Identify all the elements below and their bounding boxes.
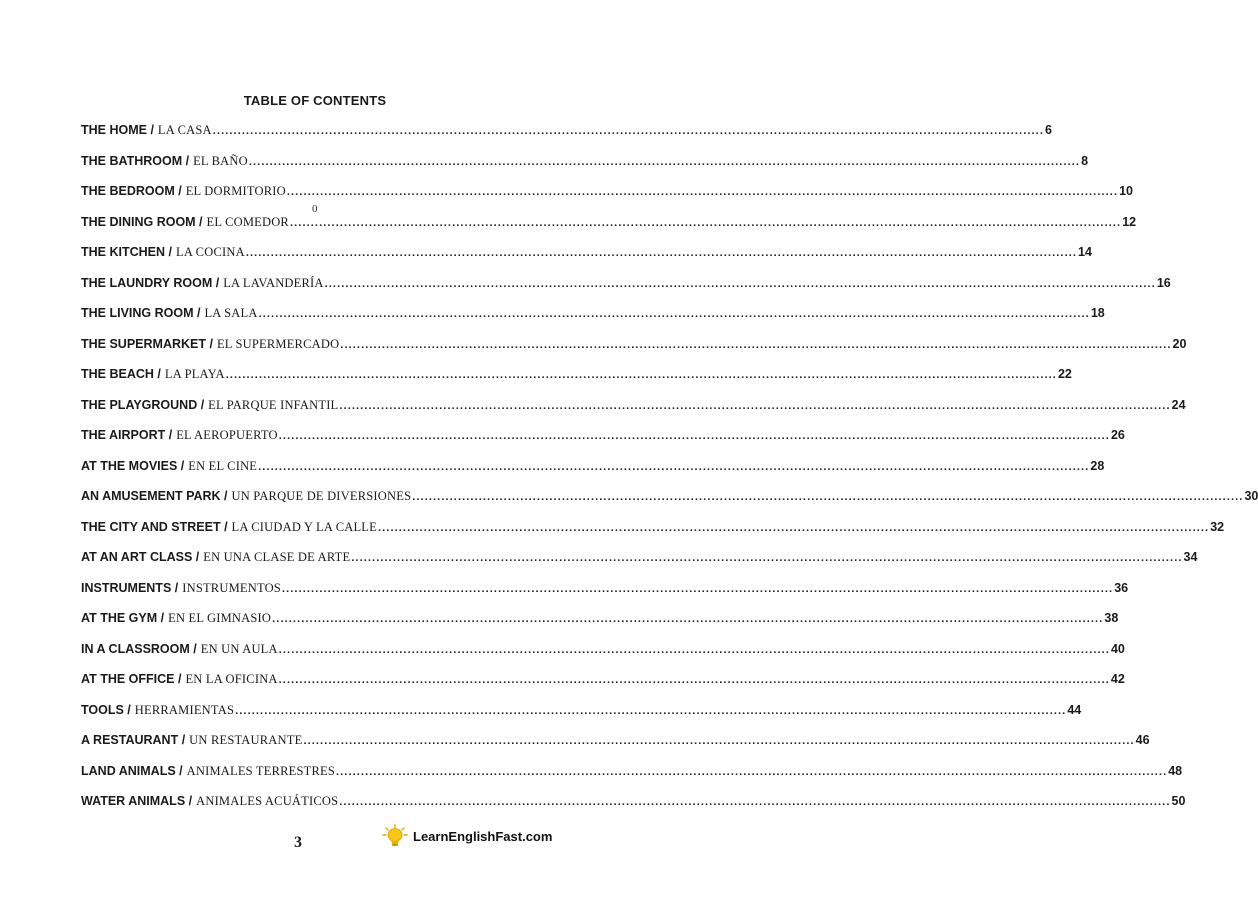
entry-title-spanish: LA CIUDAD Y LA CALLE	[231, 519, 377, 534]
toc-entry	[81, 458, 1105, 490]
dot-leader: ........................................................................................................................................................................................................	[212, 125, 1044, 137]
dot-leader: ........................................................................................................................................................................................................	[278, 643, 1110, 656]
dot-leader: ........................................................................................................................................................................................................	[412, 491, 1244, 503]
entry-title-spanish: EN EL CINE	[188, 458, 258, 473]
toc-entry	[81, 428, 1125, 459]
entry-title-spanish: EN UNA CLASE DE ARTE	[203, 550, 351, 564]
entry-page-number: 6	[1045, 123, 1052, 137]
entry-title-spanish: LA COCINA	[175, 245, 245, 259]
page-number: 3	[294, 834, 302, 851]
entry-page-number: 22	[1057, 367, 1072, 381]
entry-title-english: A RESTAURANT /	[81, 733, 186, 747]
entry-page-number: 34	[1183, 550, 1198, 564]
entry-title-spanish: ANIMALES TERRESTRES	[186, 763, 335, 778]
toc-entry	[81, 794, 1186, 825]
dot-leader: ........................................................................................................................................................................................................	[303, 735, 1135, 747]
entry-title-spanish: LA CASA	[157, 123, 212, 137]
entry-page-number: 12	[1122, 214, 1137, 229]
entry-title-english: THE PLAYGROUND /	[81, 397, 205, 412]
entry-title-english: THE BEDROOM /	[81, 184, 182, 198]
entry-title-english: THE LAUNDRY ROOM /	[81, 275, 220, 290]
brand-logo	[382, 824, 552, 848]
entry-title-english: WATER ANIMALS /	[81, 794, 193, 808]
dot-leader: ........................................................................................................................................................................................................	[289, 216, 1122, 229]
toc-entry	[81, 763, 1183, 795]
entry-title-english: LAND ANIMALS /	[81, 763, 183, 778]
entry-title-spanish: INSTRUMENTOS	[182, 580, 281, 595]
toc-entry	[81, 580, 1129, 612]
toc-entry	[81, 306, 1105, 337]
entry-title-english: AT THE GYM /	[81, 611, 165, 625]
dot-leader: ........................................................................................................................................................................................................	[278, 674, 1110, 686]
dot-leader: ........................................................................................................................................................................................................	[324, 277, 1156, 290]
entry-page-number: 38	[1104, 611, 1119, 625]
entry-page-number: 10	[1119, 184, 1134, 198]
entry-title-spanish: EL AEROPUERTO	[176, 428, 278, 442]
dot-leader: ........................................................................................................................................................................................................	[248, 155, 1081, 168]
dot-leader: ........................................................................................................................................................................................................	[258, 460, 1090, 473]
entry-page-number: 36	[1114, 580, 1129, 595]
entry-page-number: 16	[1156, 275, 1171, 290]
dot-leader: ........................................................................................................................................................................................................	[339, 796, 1171, 808]
dot-leader: ........................................................................................................................................................................................................	[336, 765, 1168, 778]
entry-page-number: 40	[1110, 641, 1125, 656]
entry-page-number: 30	[1244, 489, 1258, 503]
toc-entry	[81, 153, 1089, 185]
entry-title-spanish: EN EL GIMNASIO	[168, 611, 272, 625]
entry-page-number: 44	[1067, 702, 1082, 717]
dot-leader: ........................................................................................................................................................................................................	[339, 399, 1171, 412]
brand-text: LearnEnglishFast.com	[413, 828, 553, 844]
entry-title-english: THE LIVING ROOM /	[81, 306, 201, 320]
entry-title-spanish: EL BAÑO	[193, 153, 248, 168]
entry-title-spanish: EN LA OFICINA	[185, 672, 278, 686]
entry-title-english: AT AN ART CLASS /	[81, 550, 200, 564]
toc-entry	[81, 214, 1137, 246]
entry-title-english: IN A CLASSROOM /	[81, 641, 197, 656]
entry-page-number: 8	[1081, 153, 1089, 168]
toc-entry	[81, 641, 1125, 673]
entry-page-number: 50	[1171, 794, 1186, 808]
entry-title-english: THE BEACH /	[81, 367, 161, 381]
entry-title-english: THE AIRPORT /	[81, 428, 173, 442]
entry-title-spanish: LA PLAYA	[164, 367, 225, 381]
entry-title-english: THE BATHROOM /	[81, 153, 190, 168]
dot-leader: ........................................................................................................................................................................................................	[351, 552, 1183, 564]
dot-leader: ........................................................................................................................................................................................................	[245, 247, 1078, 259]
entry-page-number: 14	[1078, 245, 1092, 259]
toc-entry	[81, 733, 1150, 764]
toc-entry	[81, 275, 1171, 307]
toc-entry	[81, 336, 1187, 368]
toc-entry	[81, 672, 1125, 703]
entry-title-english: THE SUPERMARKET /	[81, 336, 213, 351]
entry-title-english: INSTRUMENTS /	[81, 580, 179, 595]
toc-entry	[81, 702, 1082, 734]
dot-leader: ........................................................................................................................................................................................................	[258, 308, 1090, 320]
dot-leader: ........................................................................................................................................................................................................	[278, 430, 1110, 442]
entry-title-spanish: ANIMALES ACUÁTICOS	[196, 794, 339, 808]
entry-title-english: THE DINING ROOM /	[81, 214, 203, 229]
entry-title-english: THE CITY AND STREET /	[81, 519, 228, 534]
entry-title-spanish: LA SALA	[204, 306, 258, 320]
page-title: TABLE OF CONTENTS	[243, 93, 387, 108]
entry-page-number: 24	[1171, 397, 1186, 412]
entry-title-spanish: LA LAVANDERÍA	[223, 275, 324, 290]
stray-mark: 0	[312, 203, 318, 215]
entry-page-number: 28	[1090, 458, 1105, 473]
entry-title-english: TOOLS /	[81, 702, 131, 717]
entry-page-number: 42	[1110, 672, 1125, 686]
dot-leader: ........................................................................................................................................................................................................	[281, 582, 1114, 595]
toc-entry	[81, 550, 1198, 581]
entry-page-number: 46	[1135, 733, 1150, 747]
dot-leader: ........................................................................................................................................................................................................	[340, 338, 1172, 351]
entry-title-spanish: EL PARQUE INFANTIL	[208, 397, 339, 412]
toc-entry	[81, 519, 1225, 551]
lightbulb-icon	[382, 824, 408, 848]
dot-leader: ........................................................................................................................................................................................................	[377, 521, 1210, 534]
entry-title-spanish: EL SUPERMERCADO	[216, 336, 340, 351]
toc-entry	[81, 367, 1072, 398]
entry-page-number: 26	[1110, 428, 1125, 442]
entry-title-spanish: UN PARQUE DE DIVERSIONES	[231, 489, 412, 503]
toc-entry	[81, 397, 1186, 429]
entry-title-spanish: HERRAMIENTAS	[134, 702, 235, 717]
dot-leader: ........................................................................................................................................................................................................	[225, 369, 1057, 381]
dot-leader: ........................................................................................................................................................................................................	[235, 704, 1067, 717]
toc-list	[81, 123, 1258, 825]
toc-entry	[81, 184, 1134, 215]
entry-title-spanish: EN UN AULA	[200, 641, 278, 656]
entry-title-english: THE KITCHEN /	[81, 245, 172, 259]
entry-title-spanish: UN RESTAURANTE	[189, 733, 303, 747]
dot-leader: ........................................................................................................................................................................................................	[286, 186, 1119, 198]
entry-page-number: 18	[1090, 306, 1105, 320]
toc-entry	[81, 245, 1092, 276]
entry-page-number: 48	[1168, 763, 1183, 778]
entry-title-english: AN AMUSEMENT PARK /	[81, 489, 228, 503]
dot-leader: ........................................................................................................................................................................................................	[272, 613, 1104, 625]
entry-page-number: 32	[1210, 519, 1225, 534]
entry-page-number: 20	[1172, 336, 1187, 351]
entry-title-spanish: EL COMEDOR	[206, 214, 289, 229]
entry-title-spanish: EL DORMITORIO	[185, 184, 286, 198]
toc-entry	[81, 611, 1119, 642]
entry-title-english: AT THE MOVIES /	[81, 458, 185, 473]
toc-entry	[81, 123, 1052, 154]
toc-entry	[81, 489, 1258, 520]
entry-title-english: THE HOME /	[81, 123, 154, 137]
entry-title-english: AT THE OFFICE /	[81, 672, 182, 686]
